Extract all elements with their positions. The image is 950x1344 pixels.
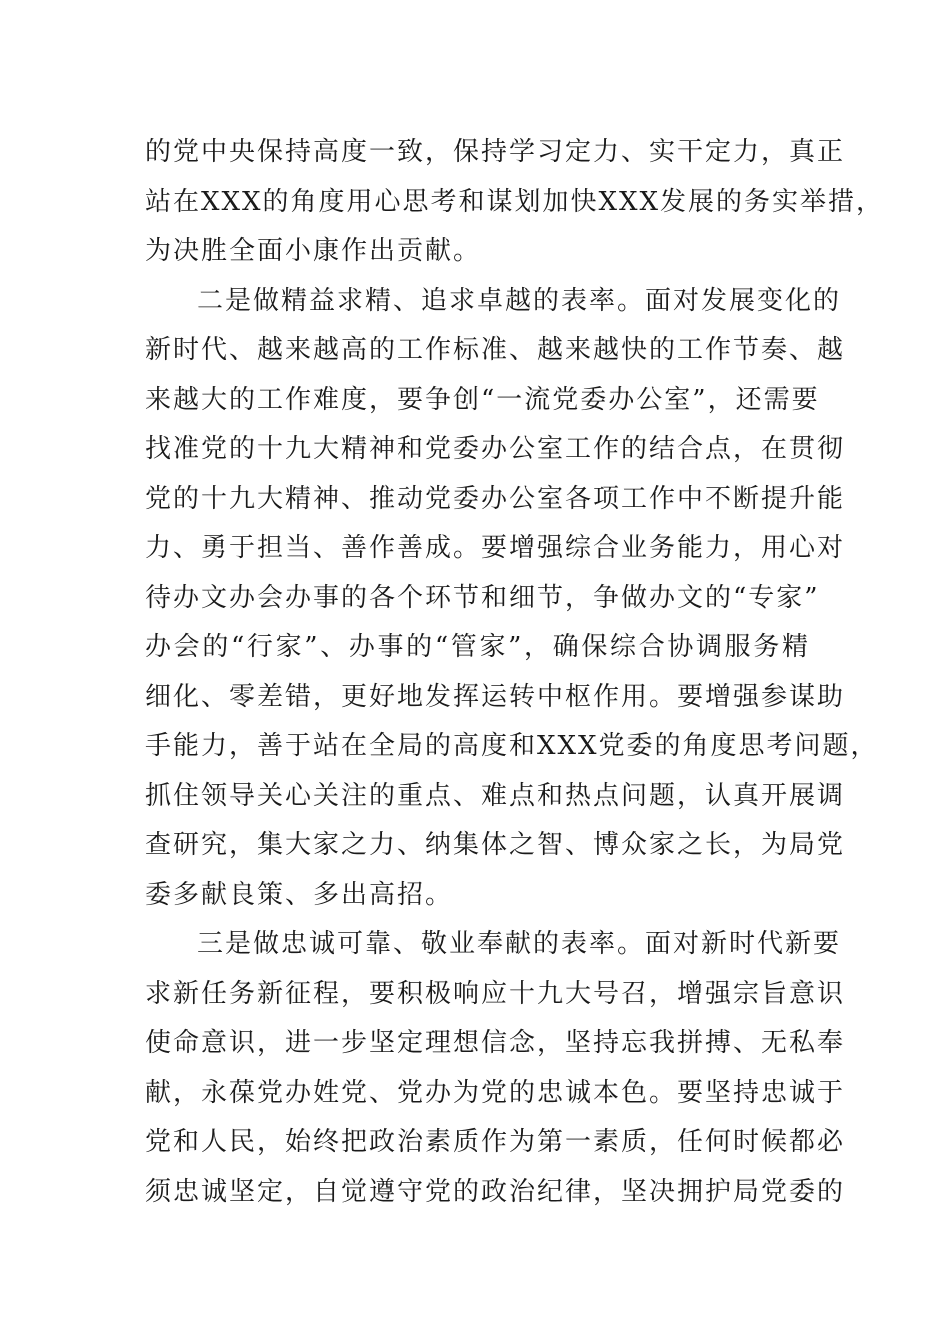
paragraph-start-line: 二是做精益求精、追求卓越的表率。面对发展变化的 bbox=[197, 285, 842, 316]
text-line: 使命意识，进一步坚定理想信念，坚持忘我拼搏、无私奉 bbox=[145, 1028, 846, 1058]
text-line: 求新任务新征程，要积极响应十九大号召，增强宗旨意识 bbox=[145, 978, 846, 1009]
text-line: 党的十九大精神、推动党委办公室各项工作中不断提升能 bbox=[145, 483, 846, 514]
text-line: 党和人民，始终把政治素质作为第一素质，任何时候都必 bbox=[145, 1127, 846, 1157]
paragraph-start-line: 三是做忠诚可靠、敬业奉献的表率。面对新时代新要 bbox=[197, 929, 842, 959]
text-line: 为决胜全面小康作出贡献。 bbox=[145, 236, 482, 266]
text-line: 找准党的十九大精神和党委办公室工作的结合点，在贯彻 bbox=[145, 434, 846, 464]
text-line: 须忠诚坚定，自觉遵守党的政治纪律，坚决拥护局党委的 bbox=[145, 1176, 846, 1207]
text-line: 委多献良策、多出高招。 bbox=[145, 879, 454, 910]
text-line: 办会的“行家”、办事的“管家”，确保综合协调服务精 bbox=[145, 632, 810, 662]
text-line: 力、勇于担当、善作善成。要增强综合业务能力，用心对 bbox=[145, 533, 846, 563]
text-line: 来越大的工作难度，要争创“一流党委办公室”，还需要 bbox=[145, 384, 820, 415]
text-line: 献，永葆党办姓党、党办为党的忠诚本色。要坚持忠诚于 bbox=[145, 1077, 846, 1108]
document-body bbox=[145, 128, 885, 1217]
text-line: 站在XXX的角度用心思考和谋划加快XXX发展的务实举措， bbox=[145, 186, 885, 217]
text-line: 手能力，善于站在全局的高度和XXX党委的角度思考问题， bbox=[145, 731, 879, 761]
text-line: 查研究，集大家之力、纳集体之智、博众家之长，为局党 bbox=[145, 830, 846, 860]
text-line: 的党中央保持高度一致，保持学习定力、实干定力，真正 bbox=[145, 137, 846, 167]
text-line: 抓住领导关心关注的重点、难点和热点问题，认真开展调 bbox=[145, 780, 846, 811]
text-line: 细化、零差错，更好地发挥运转中枢作用。要增强参谋助 bbox=[145, 681, 846, 712]
text-line: 待办文办会办事的各个环节和细节，争做办文的“专家” bbox=[145, 582, 820, 613]
text-line: 新时代、越来越高的工作标准、越来越快的工作节奏、越 bbox=[145, 335, 846, 365]
